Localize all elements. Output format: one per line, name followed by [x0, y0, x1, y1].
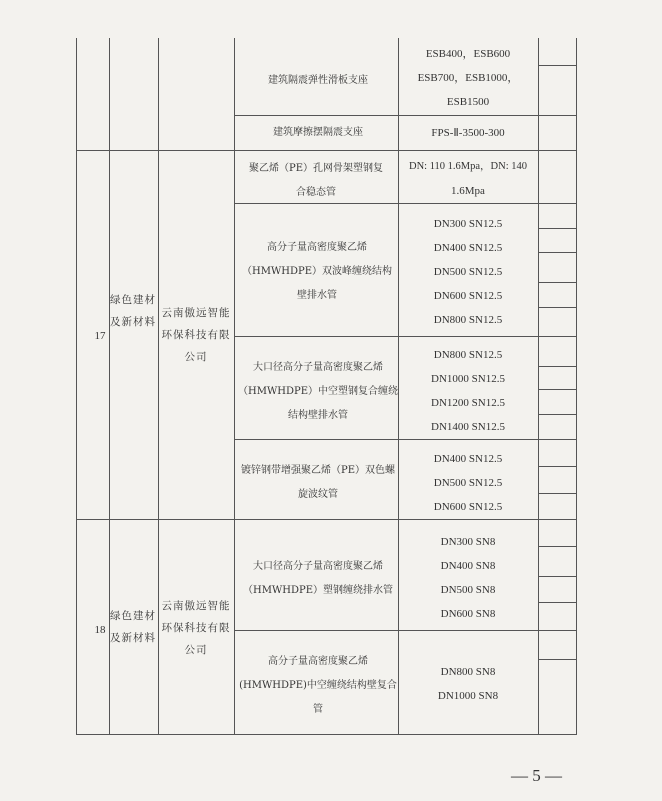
- product-name: 聚乙烯（PE）孔网骨架塑钢复合稳态管: [248, 163, 384, 198]
- spec: DN600 SN12.5: [433, 290, 503, 302]
- spec: DN1000 SN12.5: [431, 373, 505, 385]
- spec: DN500 SN12.5: [433, 477, 503, 489]
- category: 绿色建材及新材料: [110, 294, 156, 328]
- spec: ESB400，ESB600: [425, 48, 511, 60]
- product-name: 建筑隔震弹性滑板支座: [268, 75, 368, 86]
- spec: DN1400 SN12.5: [431, 421, 505, 433]
- product-name: 高分子量高密度聚乙烯(HMWHDPE)中空缠绕结构壁复合管: [239, 656, 397, 715]
- spec: DN400 SN12.5: [433, 453, 503, 465]
- spec: DN800 SN12.5: [433, 314, 503, 326]
- company: 云南傲远智能环保科技有限公司: [161, 600, 231, 656]
- spec: DN300 SN8: [440, 536, 496, 548]
- company: 云南傲远智能环保科技有限公司: [161, 307, 231, 363]
- spec: DN400 SN8: [440, 560, 496, 572]
- product-name: 镀锌钢带增强聚乙烯（PE）双色螺旋波纹管: [240, 465, 396, 500]
- spec: DN800 SN8: [440, 666, 496, 678]
- product-name: 大口径高分子量高密度聚乙烯（HMWHDPE）塑钢缠绕排水管: [242, 561, 393, 596]
- spec: DN: 110 1.6Mpa，DN: 140: [408, 161, 528, 172]
- row-number: 17: [94, 330, 106, 342]
- product-name: 高分子量高密度聚乙烯（HMWHDPE）双波峰缠绕结构壁排水管: [241, 242, 392, 301]
- spec: FPS-Ⅱ-3500-300: [431, 127, 505, 139]
- row-number: 18: [94, 624, 106, 636]
- spec: DN600 SN12.5: [433, 501, 503, 513]
- spec: DN600 SN8: [440, 608, 496, 620]
- spec: DN300 SN12.5: [433, 218, 503, 230]
- spec: ESB1500: [446, 96, 490, 108]
- spec: DN1000 SN8: [437, 690, 499, 702]
- spec: DN400 SN12.5: [433, 242, 503, 254]
- page-number: — 5 —: [511, 766, 562, 785]
- product-name: 建筑摩擦摆隔震支座: [273, 127, 363, 138]
- spec: DN500 SN8: [440, 584, 496, 596]
- category: 绿色建材及新材料: [110, 610, 156, 644]
- product-name: 大口径高分子量高密度聚乙烯（HMWHDPE）中空塑钢复合缠绕结构壁排水管: [238, 362, 399, 421]
- spec: ESB700，ESB1000，: [417, 72, 519, 84]
- spec: DN1200 SN12.5: [431, 397, 505, 409]
- spec: DN500 SN12.5: [433, 266, 503, 278]
- spec: 1.6Mpa: [451, 185, 485, 197]
- spec: DN800 SN12.5: [433, 349, 503, 361]
